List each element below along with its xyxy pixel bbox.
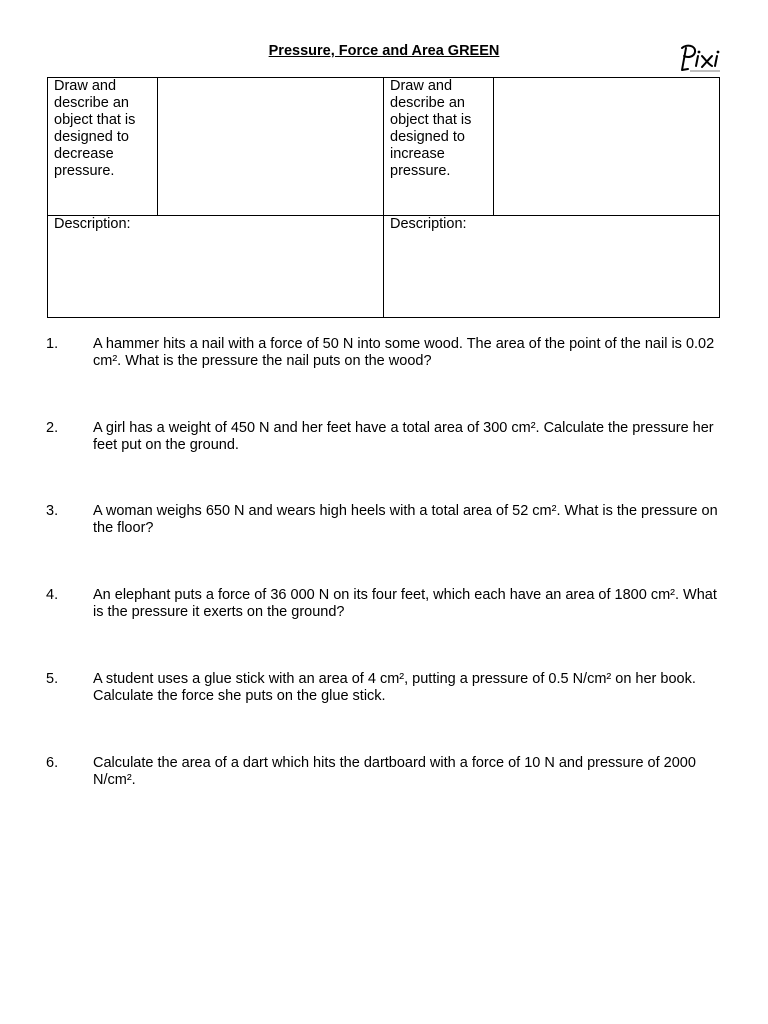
right-description-cell <box>384 216 719 317</box>
question-text: A girl has a weight of 450 N and her feet have a total area of 300 cm². Calculate the pressure her feet put on the ground. <box>93 420 714 453</box>
pixi-logo <box>676 42 724 74</box>
question-text: A hammer hits a nail with a force of 50 N into some wood. The area of the point of the nail is 0.02 cm². What is the pressure the nail puts on the wood? <box>93 336 715 369</box>
question-text: A student uses a glue stick with an area of 4 cm², putting a pressure of 0.5 N/cm² on her book. Calculate the force she puts on the glue stick. <box>93 671 696 704</box>
question-number: 4. <box>46 587 59 603</box>
left-drawing-area <box>158 78 383 215</box>
left-description-label: Description: <box>54 216 131 232</box>
question-number: 5. <box>46 671 59 687</box>
page-title: Pressure, Force and Area GREEN <box>268 43 500 59</box>
left-prompt-text: Draw and describe an object that is designed to decrease pressure. <box>54 78 136 179</box>
question-number: 2. <box>46 420 59 436</box>
right-prompt-cell <box>384 78 492 215</box>
question-text: A woman weighs 650 N and wears high heels with a total area of 52 cm². What is the pressure on the floor? <box>93 503 718 536</box>
question-text: An elephant puts a force of 36 000 N on its four feet, which each have an area of 1800 cm². What is the pressure it exerts on the ground? <box>93 587 717 620</box>
question-number: 3. <box>46 503 59 519</box>
left-prompt-cell <box>48 78 156 215</box>
right-drawing-area <box>494 78 719 215</box>
right-description-label: Description: <box>390 216 467 232</box>
question-number: 1. <box>46 336 59 352</box>
drawing-table <box>47 77 720 318</box>
left-description-cell <box>48 216 383 317</box>
question-number: 6. <box>46 755 59 771</box>
question-text: Calculate the area of a dart which hits the dartboard with a force of 10 N and pressure of 2000 N/cm². <box>93 755 696 788</box>
right-prompt-text: Draw and describe an object that is designed to increase pressure. <box>390 78 472 179</box>
